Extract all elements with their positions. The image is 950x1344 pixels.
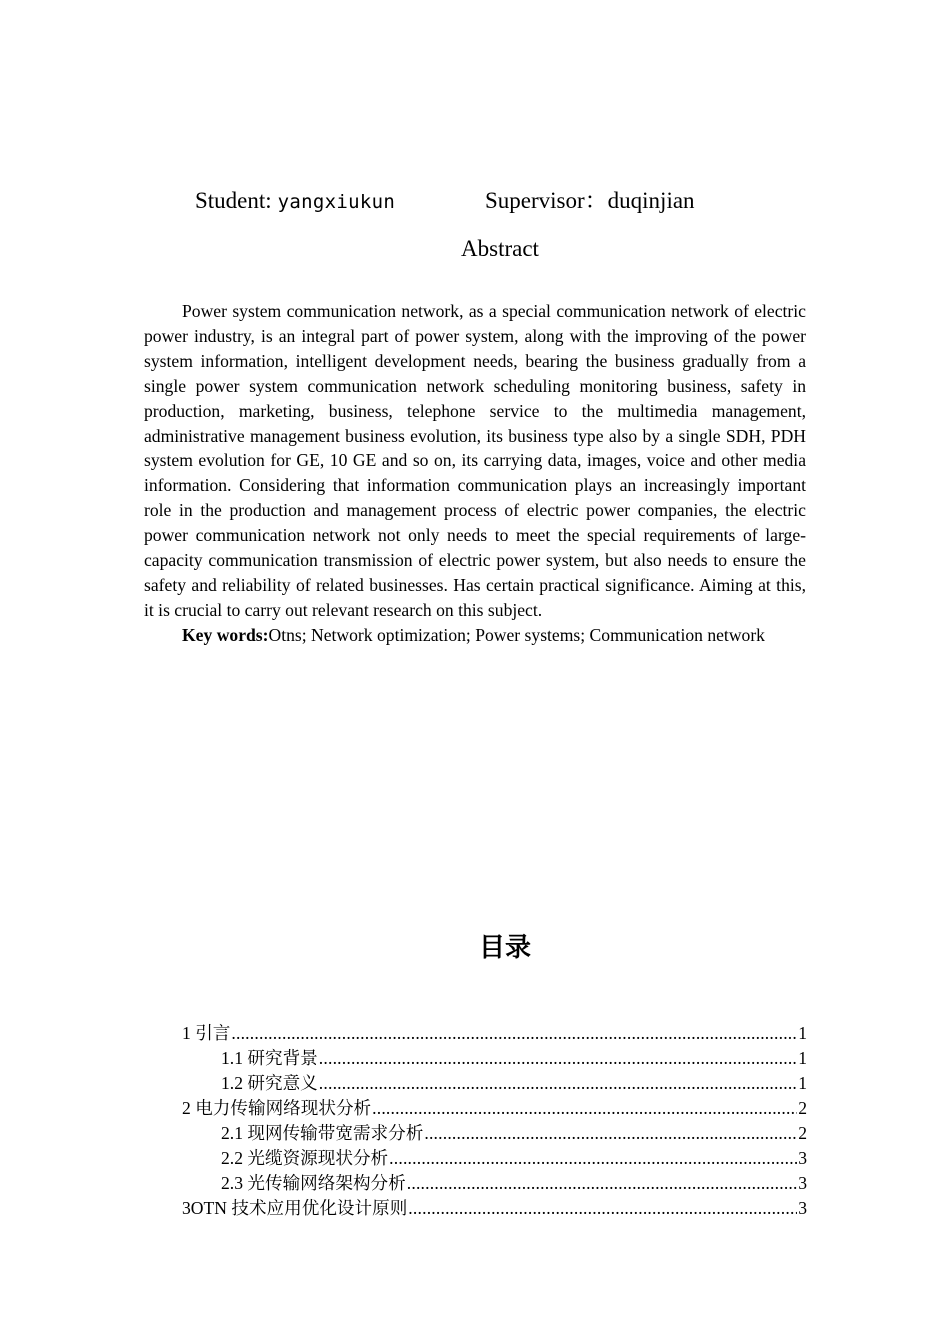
toc-entry[interactable] — [182, 1071, 807, 1096]
toc-entry-label: 1.1 研究背景 — [221, 1048, 318, 1068]
keywords-label: Key words: — [182, 624, 269, 645]
toc-entry[interactable] — [182, 1171, 807, 1196]
toc-entry-label: 1.2 研究意义 — [221, 1073, 318, 1093]
toc-entry[interactable] — [182, 1196, 807, 1221]
toc-entry-page: 1 — [798, 1073, 807, 1093]
abstract-paragraph: Power system communication network, as a special communication network of electric power industry, is an integral part of power system, along with the improving of the power system information, intelligent development needs, bearing the business gradually from a single power system communication network scheduling monitoring business, safety in production, marketing, business, telephone service to the multimedia management, administrative management business evolution, its business type also by a single SDH, PDH system evolution for GE, 10 GE and so on, its carrying data, images, voice and other media information. Considering that information communication plays an increasingly important role in the production and management process of electric power companies, the electric power communication network not only needs to meet the special requirements of large-capacity communication transmission of electric power system, but also needs to ensure the safety and reliability of related businesses. Has certain practical significance. Aiming at this, it is crucial to carry out relevant research on this subject. — [144, 301, 806, 620]
toc-entry-label: 2 电力传输网络现状分析 — [182, 1098, 372, 1118]
supervisor-name: duqinjian — [607, 188, 695, 213]
toc-entry-page: 3 — [798, 1148, 807, 1168]
toc-leader-dots — [319, 1071, 797, 1096]
toc-entry-page: 1 — [798, 1023, 807, 1043]
supervisor-label: Supervisor： — [485, 188, 608, 213]
abstract-title: Abstract — [461, 236, 539, 261]
toc-entry[interactable] — [182, 1021, 807, 1046]
student-label: Student: — [195, 188, 272, 213]
toc-entry-label: 2.3 光传输网络架构分析 — [221, 1173, 406, 1193]
toc-entry-label: 2.2 光缆资源现状分析 — [221, 1148, 389, 1168]
toc-entry-page: 3 — [798, 1198, 807, 1218]
toc-entry[interactable] — [182, 1046, 807, 1071]
toc-leader-dots — [372, 1096, 797, 1121]
author-line — [195, 186, 695, 217]
toc-entry-label: 2.1 现网传输带宽需求分析 — [221, 1123, 424, 1143]
toc-leader-dots — [319, 1046, 797, 1071]
keywords-text: Otns; Network optimization; Power systems; Communication network — [268, 624, 765, 645]
toc-leader-dots — [424, 1121, 797, 1146]
toc-entry-label: 3OTN 技术应用优化设计原则 — [182, 1198, 408, 1218]
keywords-paragraph — [144, 623, 806, 648]
toc-entry[interactable] — [182, 1121, 807, 1146]
toc-leader-dots — [407, 1171, 797, 1196]
table-of-contents — [182, 1021, 807, 1221]
toc-entry[interactable] — [182, 1146, 807, 1171]
supervisor — [485, 186, 695, 216]
toc-leader-dots — [408, 1196, 797, 1221]
toc-entry-page: 3 — [798, 1173, 807, 1193]
toc-leader-dots — [389, 1146, 797, 1171]
toc-leader-dots — [231, 1021, 797, 1046]
abstract-body — [144, 299, 806, 648]
toc-entry-page: 2 — [798, 1123, 807, 1143]
toc-entry-label: 1 引言 — [182, 1023, 231, 1043]
toc-entry-page: 2 — [798, 1098, 807, 1118]
toc-entry-page: 1 — [798, 1048, 807, 1068]
toc-title: 目录 — [478, 933, 531, 963]
student-name: yangxiukun — [277, 191, 396, 213]
toc-entry[interactable] — [182, 1096, 807, 1121]
